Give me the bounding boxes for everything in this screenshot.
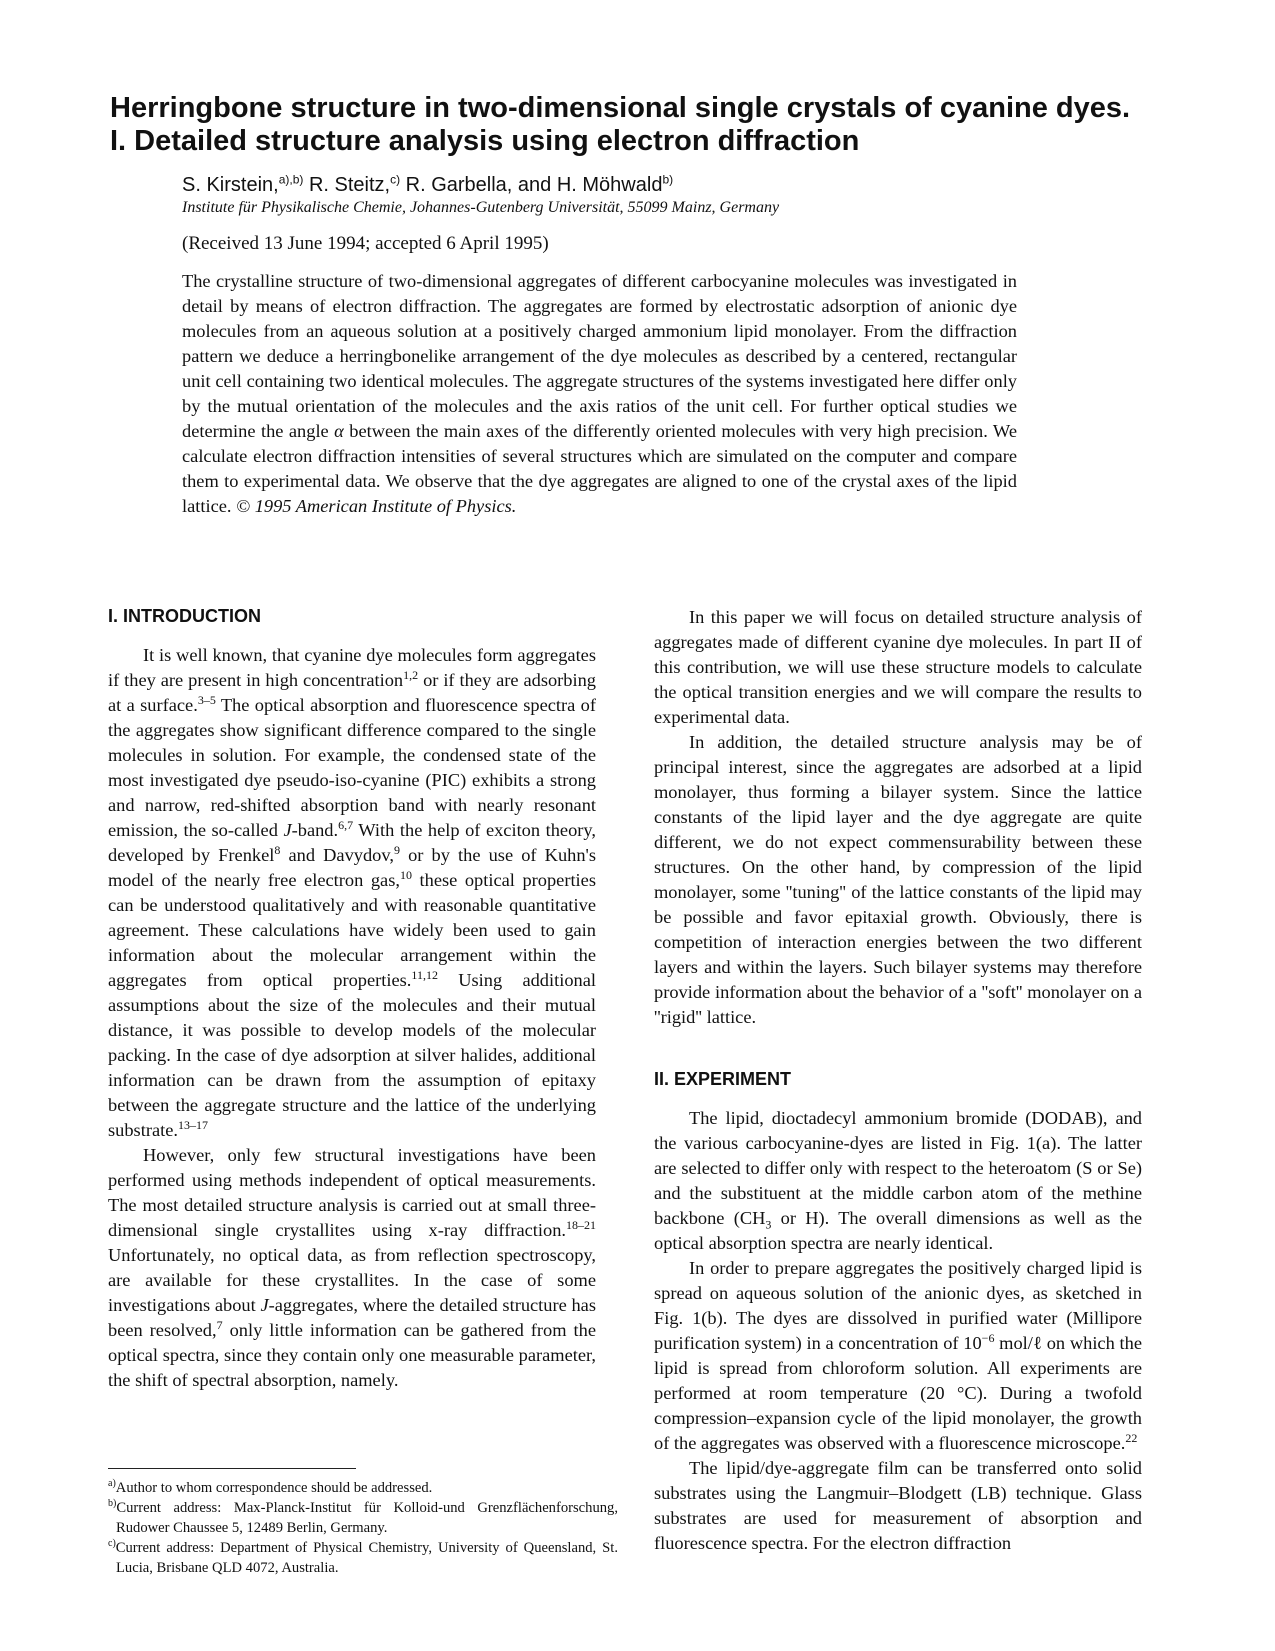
footnote-divider [108, 1468, 356, 1469]
ref-1-2: 1,2 [403, 667, 419, 682]
intro-paragraph-2: However, only few structural investigations have been performed using methods independent of optical measurements. The most detailed structure analysis is carried out at small three-dimensional single crystallites using x-ray diffraction.$^{18-21}$ Unfortunately, no optical data, as from reflection spectroscopy, are available for these crystallites. In the case of some investigations about J-aggregates, where the detailed structure has been resolved,$^7$ only little information can be gathered from the optical spectra, since they contain only one measurable parameter, the shift of spectral absorption, namely. [108, 1145, 596, 1390]
section-heading-experiment: II. EXPERIMENT [654, 1069, 792, 1089]
section-heading-introduction: I. INTRODUCTION [108, 606, 261, 626]
author-kirstein: S. Kirstein, [182, 174, 279, 196]
intro-paragraph-4: In addition, the detailed structure analysis may be of principal interest, since the aggregates are adsorbed at a lipid monolayer, thus forming a bilayer system. Since the lattice constants of the lipid layer and the dye aggregate are quite different, we do not expect commensurability between these structures. On the other hand, by compression of the lipid monolayer, some ''tuning'' of the lattice constants of the lipid may be possible and favor epitaxial growth. Obviously, there is competition of interaction energies between the two different layers and within the layers. Such bilayer systems may therefore provide information about the behavior of a ''soft'' monolayer on a ''rigid'' lattice. [654, 732, 1142, 1027]
author-garbella-mohwald: R. Garbella, and H. Möhwald [400, 174, 663, 196]
author-steitz: R. Steitz, [303, 174, 391, 196]
right-column [654, 605, 1142, 1556]
affiliation: Institute für Physikalische Chemie, Johannes-Gutenberg Universität, 55099 Mainz, Germany [182, 199, 780, 216]
ref-8: 8 [274, 842, 281, 857]
footnote-c: $^{c)}$Current address: Department of Physical Chemistry, University of Queensland, St. Lucia, Brisbane QLD 4072, Australia. [108, 1538, 618, 1576]
ref-22: 22 [1125, 1430, 1138, 1445]
ref-6-7: 6,7 [338, 817, 354, 832]
abstract [182, 269, 1017, 519]
intro-paragraph-1: It is well known, that cyanine dye molecules form aggregates if they are present in high concentration$^{1,2}$ or if they are adsorbing at a surface.$^{3-5}$ The optical absorption and fluorescence spectra of the aggregates show significant difference compared to the single molecules in solution. For example, the condensed state of the most investigated dye pseudo-iso-cyanine (PIC) exhibits a strong and narrow, red-shifted absorption band with nearly resonant emission, the so-called J-band.$^{6,7}$ With the help of exciton theory, developed by Frenkel$^8$ and Davydov,$^9$ or by the use of Kuhn's model of the nearly free electron gas,$^{10}$ these optical properties can be understood qualitatively and with reasonable quantitative agreement. These calculations have widely been used to gain information about the molecular arrangement within the aggregates from optical properties.$^{11,12}$ Using additional assumptions about the size of the molecules and their mutual distance, it was possible to develop models of the molecular packing. In the case of dye adsorption at silver halides, additional information can be drawn from the assumption of epitaxy between the aggregate structure and the lattice of the underlying substrate.$^{13-17}$ [108, 645, 597, 1140]
experiment-paragraph-1: The lipid, dioctadecyl ammonium bromide (DODAB), and the various carbocyanine-dyes are listed in Fig. 1(a). The latter are selected to differ only with respect to the heteroatom (S or Se) and the substituent at the middle carbon atom of the methine backbone ($CH_3$ or H). The overall dimensions as well as the optical absorption spectra are nearly identical. [654, 1108, 1142, 1253]
ref-3-5: 3–5 [197, 692, 216, 707]
experiment-paragraph-2: In order to prepare aggregates the positively charged lipid is spread on aqueous solution of the anionic dyes, as sketched in Fig. 1(b). The dyes are dissolved in purified water (Millipore purification system) in a concentration of $10^{-6}$ mol/ℓ on which the lipid is spread from chloroform solution. All experiments are performed at room temperature (20 °C). During a twofold compression–expansion cycle of the lipid monolayer, the growth of the aggregates was observed with a fluorescence microscope.$^{22}$ [654, 1258, 1142, 1453]
paper-title [110, 92, 1190, 158]
author-list [182, 174, 673, 197]
author-kirstein-mark: a),b) [278, 172, 304, 187]
experiment-paragraph-3: The lipid/dye-aggregate film can be transferred onto solid substrates using the Langmuir–Blodgett (LB) technique. Glass substrates are used for measurement of absorption and fluorescence spectra. For the electron diffraction [654, 1458, 1142, 1553]
author-steitz-mark: c) [390, 172, 401, 187]
ref-13-17: 13–17 [177, 1117, 208, 1132]
footnotes [108, 1478, 618, 1578]
ref-11-12: 11,12 [411, 967, 438, 982]
abstract-alpha-symbol: α [334, 421, 344, 441]
footnote-b: $^{b)}$Current address: Max-Planck-Institut für Kolloid-und Grenzflächenforschung, Rudower Chaussee 5, 12489 Berlin, Germany. [108, 1498, 618, 1536]
author-mohwald-mark: b) [662, 172, 674, 187]
ref-10: 10 [399, 867, 412, 882]
intro-paragraph-3: In this paper we will focus on detailed structure analysis of aggregates made of different cyanine dye molecules. In part II of this contribution, we will use these structure models to calculate the optical transition energies and we will compare the results to experimental data. [654, 607, 1142, 727]
ref-9: 9 [393, 842, 400, 857]
footnote-a: $^{a)}$Author to whom correspondence should be addressed. [108, 1478, 433, 1496]
left-column [108, 605, 596, 1393]
abstract-text-part-1: The crystalline structure of two-dimensional aggregates of different carbocyanine molecules was investigated in detail by means of electron diffraction. The aggregates are formed by electrostatic adsorption of anionic dye molecules from an aqueous solution at a positively charged ammonium lipid monolayer. From the diffraction pattern we deduce a herringbonelike arrangement of the dye molecules as described by a centered, rectangular unit cell containing two identical molecules. The aggregate structures of the systems investigated here differ only by the mutual orientation of the molecules and the axis ratios of the unit cell. For further optical studies we determine the angle [182, 271, 1017, 441]
ref-7: 7 [216, 1317, 223, 1332]
title-line-1: Herringbone structure in two-dimensional single crystals of cyanine dyes. [110, 92, 1131, 124]
abstract-text-part-2: between the main axes of the differently oriented molecules with very high precision. We calculate electron diffraction intensities of several structures which are simulated on the computer and compare them to experimental data. We observe that the dye aggregates are aligned to one of the crystal axes of the lipid lattice. [182, 421, 1017, 516]
received-dates: (Received 13 June 1994; accepted 6 April 1995) [182, 233, 549, 254]
ref-18-21: 18–21 [566, 1217, 596, 1232]
title-line-2: I. Detailed structure analysis using electron diffraction [110, 125, 860, 157]
abstract-copyright: © 1995 American Institute of Physics. [236, 496, 517, 516]
